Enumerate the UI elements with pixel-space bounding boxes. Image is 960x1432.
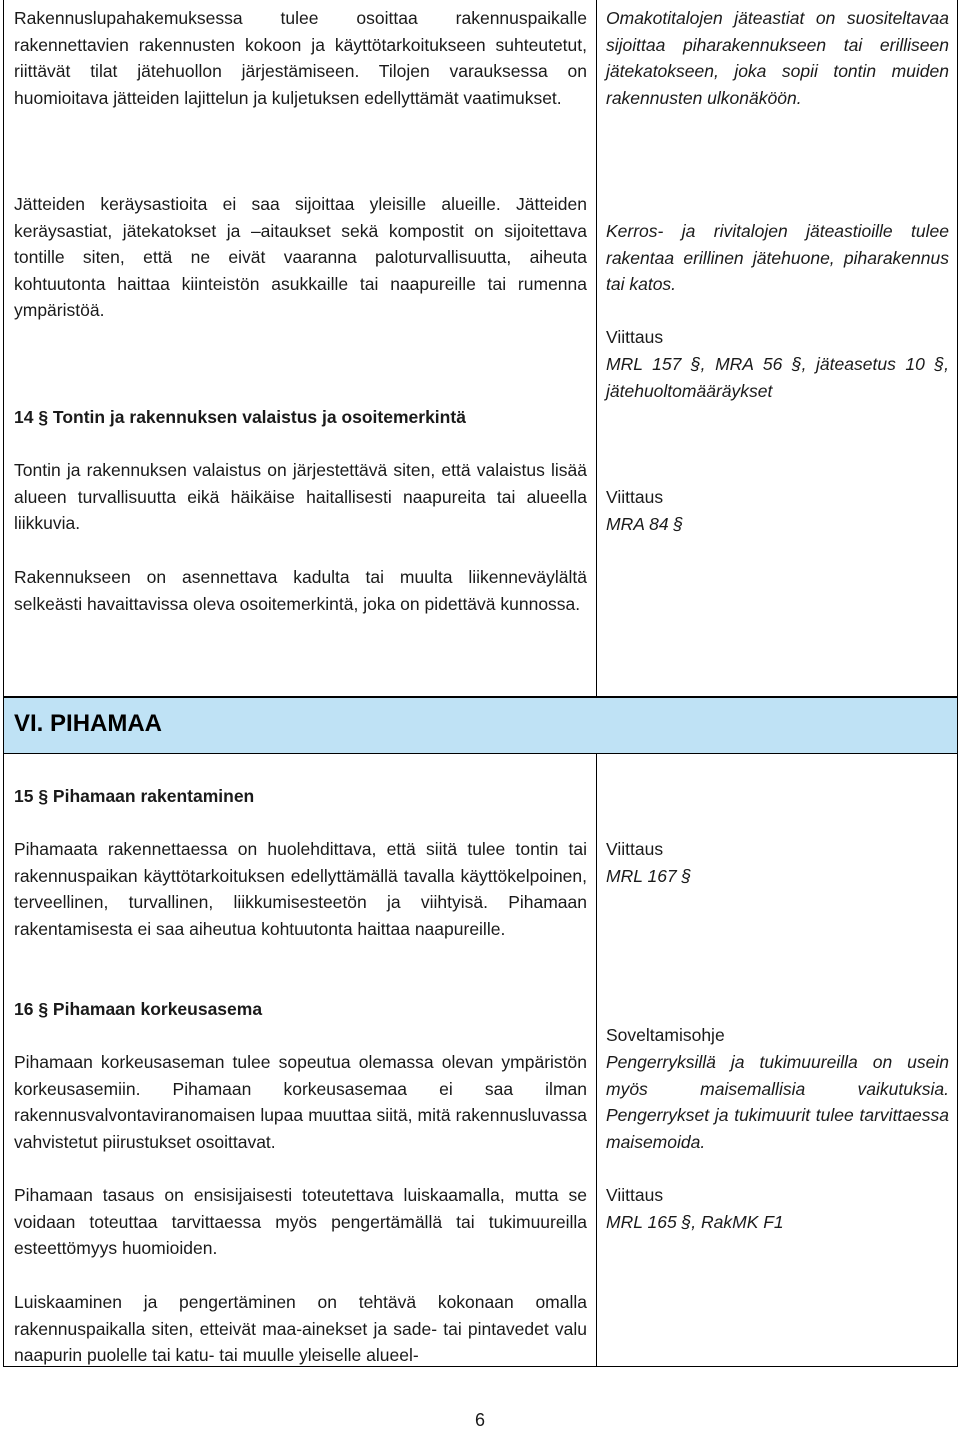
yard-elevation-paragraph: Pihamaan korkeusaseman tulee sopeutua olemassa olevan ympäristön korkeusasemiin. Pihamaan korkeusasemaa ei saa ilman rakennusvalvontaviranomaisen lupaa muuttaa siitä, mitä rakennusluvassa vahvistetut piirustukset osoittavat. xyxy=(14,1052,587,1152)
waste-bins-paragraph: Jätteiden keräysastioita ei saa sijoittaa yleisille alueille. Jätteiden keräysastiat, jätekatokset ja –aitaukset sekä kompostit on sijoitettava tontille siten, että ne eivät vaaranna paloturvallisuutta, aiheuta kohtuutonta haittaa kiinteistön asukkaille tai naapureille tai rumenna ympäristöä. xyxy=(14,194,587,320)
address-marking-paragraph: Rakennukseen on asennettava kadulta tai muulta liikenneväylältä selkeästi havaittavissa oleva osoitemerkintä, joka on pidettävä kunnossa. xyxy=(14,567,587,614)
column-divider xyxy=(596,754,597,1366)
reference-text: MRL 165 §, RakMK F1 xyxy=(606,1212,784,1232)
yard-construction-paragraph: Pihamaata rakennettaessa on huolehdittava, että siitä tulee tontin tai rakennuspaikan käyttötarkoituksen edellyttämällä tavalla käyttökelpoinen, terveellinen, turvallinen, liikkumisesteetön ja viihtyisä. Pihamaan rakentamisesta ei saa aiheutua kohtuutonta haittaa naapureille. xyxy=(14,839,587,939)
apartment-bins-note: Kerros- ja rivitalojen jäteastioille tulee rakentaa erillinen jätehuone, piharakennus tai katos. xyxy=(606,221,949,294)
section-15-heading: 15 § Pihamaan rakentaminen xyxy=(14,786,255,806)
waste-space-paragraph: Rakennuslupahakemuksessa tulee osoittaa rakennuspaikalle rakennettavien rakennusten kokoon ja käyttötarkoitukseen suhteutetut, riittävät tilat jätehuollon järjestämiseen. Tilojen varauksessa on huomioitava jätteiden lajittelun ja kuljetuksen edellyttämät vaatimukset. xyxy=(14,8,587,108)
page-number: 6 xyxy=(474,1410,485,1430)
reference-text: MRL 167 § xyxy=(606,866,692,886)
sloping-paragraph: Luiskaaminen ja pengertäminen on tehtävä kokonaan omalla rakennuspaikalla siten, etteivät maa-ainekset ja sade- tai pintavedet valu naapurin puolelle tai katu- tai muulle yleiselle alueel- xyxy=(14,1292,587,1365)
application-guide-text: Pengerryksillä ja tukimuureilla on usein myös maisemallisia vaikutuksia. Pengerrykset ja tukimuurit tulee tarvittaessa maisemoida. xyxy=(606,1052,949,1152)
reference-label: Viittaus xyxy=(606,1185,664,1205)
reference-label: Viittaus xyxy=(606,839,664,859)
top-table xyxy=(3,0,958,697)
reference-text: MRA 84 § xyxy=(606,514,684,534)
section-header-band xyxy=(3,697,958,754)
detached-house-bins-note: Omakotitalojen jäteastiat on suositeltavaa sijoittaa piharakennukseen tai erilliseen jätekatokseen, joka sopii tontin muiden rakennusten ulkonäköön. xyxy=(606,8,949,108)
application-guide-label: Soveltamisohje xyxy=(606,1025,725,1045)
yard-leveling-paragraph: Pihamaan tasaus on ensisijaisesti toteutettava luiskaamalla, mutta se voidaan toteuttaa tarvittaessa myös pengertämällä tai tukimuureilla esteettömyys huomioiden. xyxy=(14,1185,587,1258)
reference-label: Viittaus xyxy=(606,487,664,507)
lighting-paragraph: Tontin ja rakennuksen valaistus on järjestettävä siten, että valaistus lisää alueen turvallisuutta eikä häikäise haitallisesti naapureita tai alueella liikkuvia. xyxy=(14,460,587,533)
section-title: VI. PIHAMAA xyxy=(14,710,163,737)
column-divider xyxy=(596,0,597,696)
reference-text: MRL 157 §, MRA 56 §, jäteasetus 10 §, jätehuoltomääräykset xyxy=(606,354,949,401)
section-16-heading: 16 § Pihamaan korkeusasema xyxy=(14,999,263,1019)
section-14-heading: 14 § Tontin ja rakennuksen valaistus ja osoitemerkintä xyxy=(14,407,466,427)
reference-label: Viittaus xyxy=(606,327,664,347)
bottom-table xyxy=(3,753,958,1367)
